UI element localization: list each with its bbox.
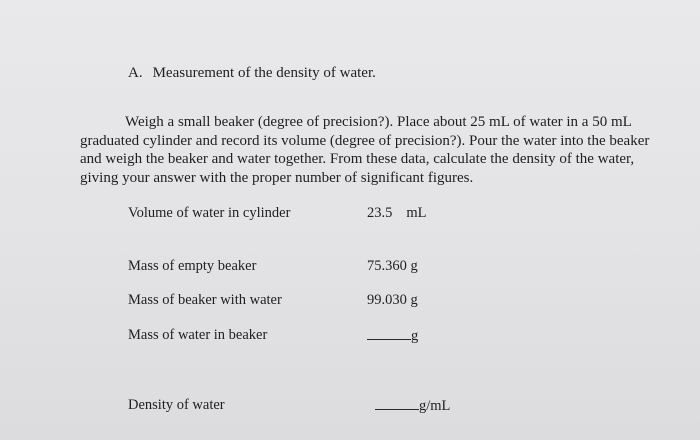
volume-number: 23.5 xyxy=(367,205,393,221)
empty-beaker-label: Mass of empty beaker xyxy=(128,258,257,274)
density-answer xyxy=(375,397,450,415)
density-unit: g/mL xyxy=(419,398,451,414)
beaker-with-water-label: Mass of beaker with water xyxy=(128,292,282,308)
instructions-line: Weigh a small beaker (degree of precision?). Place about 25 mL of water in a 50 mL xyxy=(125,114,632,130)
empty-beaker-value: 75.360 g xyxy=(367,258,418,274)
section-heading xyxy=(128,65,376,82)
section-letter: A. xyxy=(128,65,143,81)
instructions-line: giving your answer with the proper number of significant figures. xyxy=(80,169,474,186)
volume-unit: mL xyxy=(406,205,427,221)
section-title: Measurement of the density of water. xyxy=(152,65,376,81)
instructions-line: graduated cylinder and record its volume (degree of precision?). Pour the water into the beaker xyxy=(80,132,650,149)
water-mass-blank xyxy=(367,327,411,340)
instructions-paragraph xyxy=(80,113,670,187)
beaker-with-water-value: 99.030 g xyxy=(367,292,418,308)
instructions-line: and weigh the beaker and water together. From these data, calculate the density of the water, xyxy=(80,151,635,167)
volume-value xyxy=(367,205,427,222)
water-mass-unit: g xyxy=(411,328,419,344)
water-mass-label: Mass of water in beaker xyxy=(128,327,268,343)
water-mass-answer xyxy=(367,327,418,345)
volume-label: Volume of water in cylinder xyxy=(128,205,291,221)
density-blank xyxy=(375,397,419,410)
density-label: Density of water xyxy=(128,397,225,413)
